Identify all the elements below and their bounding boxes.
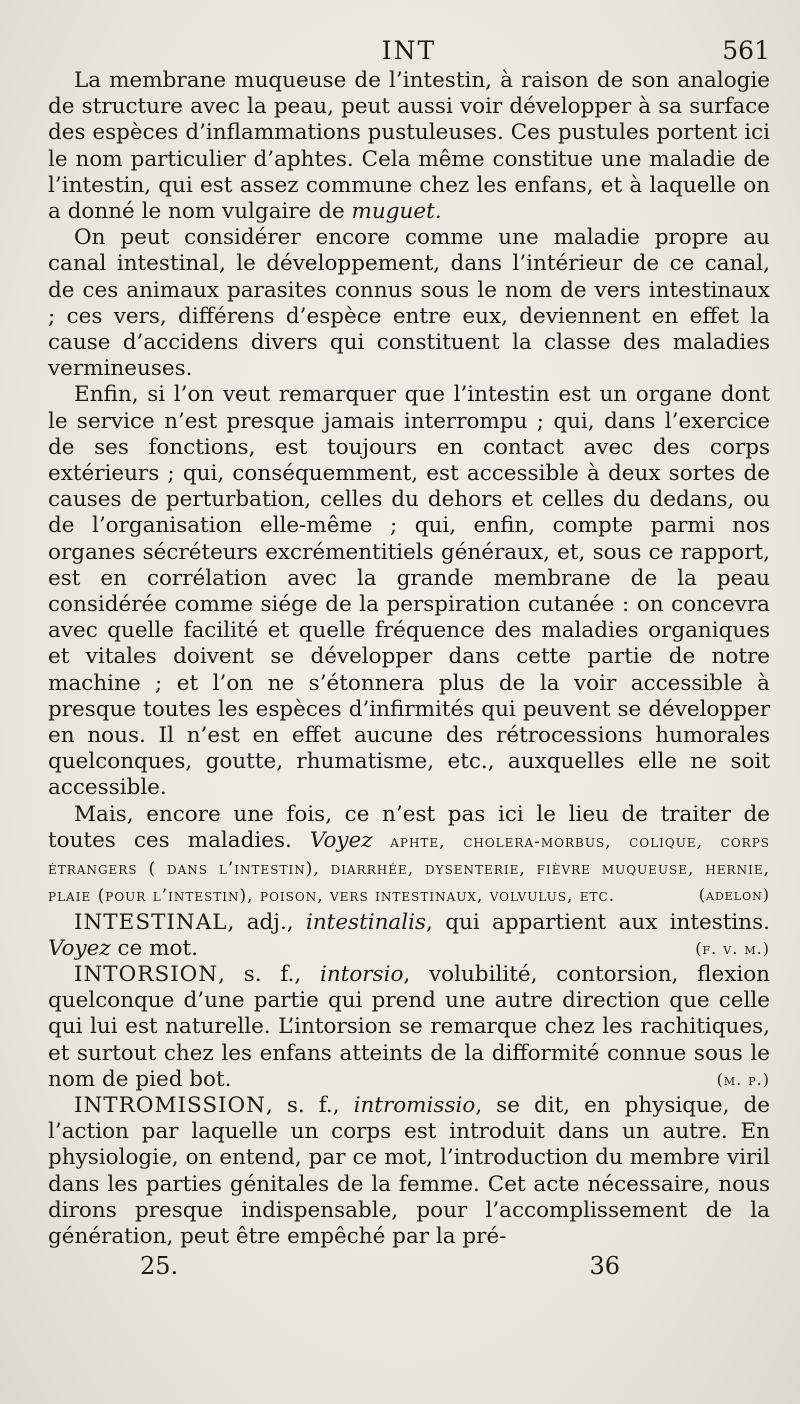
entry-intromission: INTROMISSION, s. f., intromissio, se dit, en physique, de l’action par laquelle un corps est introduit dans un autre. En physiologie, on entend, par ce mot, l’introduction du membre viril dans les parties génitales de la femme. Cet acte nécessaire, nous dirons presque indispensable, pour l’accomplissement de la génération, peut être empêché par la pré- [48, 1092, 770, 1249]
paragraph-vers: On peut considérer encore comme une maladie propre au canal intestinal, le développement, dans l’intérieur de ce canal, de ces animaux parasites connus sous le nom de vers intestinaux ; ces vers, différens d’espèce entre eux, deviennent en effet la cause d’accidens divers qui constituent la classe des maladies vermineuses. [48, 225, 770, 382]
page-number: 561 [722, 36, 770, 65]
running-header [48, 36, 770, 68]
author-signature: (m. p.) [716, 1069, 770, 1089]
headword: INTROMISSION [74, 1092, 266, 1118]
paragraph-enfin: Enfin, si l’on veut remarquer que l’intestin est un organe dont le service n’est presque jamais interrompu ; qui, dans l’exercice de ses fonctions, est toujours en contact avec des corps extérieurs ; qui, conséquemment, est accessible à deux sortes de causes de perturbation, celles du dehors et celles du dedans, ou de l’organisation elle-même ; qui, enfin, compte parmi nos organes sécréteurs excrémentitiels généraux, et, sous ce rapport, est en corrélation avec la grande membrane de la peau considérée comme siége de la perspiration cutanée : on concevra avec quelle facilité et quelle fréquence des maladies organiques et vitales doivent se développer dans cette partie de notre machine ; et l’on ne s’étonnera plus de la voir accessible à presque toutes les espèces d’infirmités qui peuvent se développer en nous. Il n’est en effet aucune des rétrocessions humorales quelconques, goutte, rhumatisme, etc., auxquelles elle ne soit accessible. [48, 382, 770, 801]
sheet-number: 36 [589, 1252, 620, 1280]
entry-intorsion: INTORSION, s. f., intorsio, volubilité, contorsion, flexion quelconque d’une partie qui prend une autre direction que celle qui lui est naturelle. L’intorsion se remarque chez les rachitiques, et surtout chez les enfans atteints de la difformité connue sous le nom de pied bot. (m. p.) [48, 961, 770, 1092]
body-text [48, 68, 770, 1250]
cross-references: aphte, cholera-morbus, colique, corps étrangers ( dans l’intestin), diarrhée, dysenterie, fièvre muqueuse, hernie, plaie (pour l’intestin), poison, vers intestinaux, volvulus, etc. [48, 831, 770, 907]
page-footer [140, 1252, 620, 1282]
paragraph-muguet: La membrane muqueuse de l’intestin, à raison de son analogie de structure avec la peau, peut aussi voir développer à sa surface des espèces d’inflammations pustuleuses. Ces pustules portent ici le nom particulier d’aphtes. Cela même constitue une maladie de l’intestin, qui est assez commune chez les enfans, et à laquelle on a donné le nom vulgaire de muguet. [48, 68, 770, 225]
running-head: INT [381, 36, 437, 65]
paragraph-voyez: Mais, encore une fois, ce n’est pas ici le lieu de traiter de toutes ces maladies. Voyez aphte, cholera-morbus, colique, corps étrangers ( dans l’intestin), diarrhée, dysenterie, fièvre muqueuse, hernie, plaie (pour l’intestin), poison, vers intestinaux, volvulus, etc. (adelon) [48, 802, 770, 910]
headword: INTESTINAL [74, 909, 228, 935]
entry-intestinal: INTESTINAL, adj., intestinalis, qui appartient aux intestins. Voyez ce mot. (f. v. m.) [48, 909, 771, 961]
signature-mark: 25. [140, 1252, 179, 1280]
headword: INTORSION [74, 961, 219, 987]
author-signature: (adelon) [698, 885, 770, 905]
author-signature: (f. v. m.) [695, 938, 770, 958]
